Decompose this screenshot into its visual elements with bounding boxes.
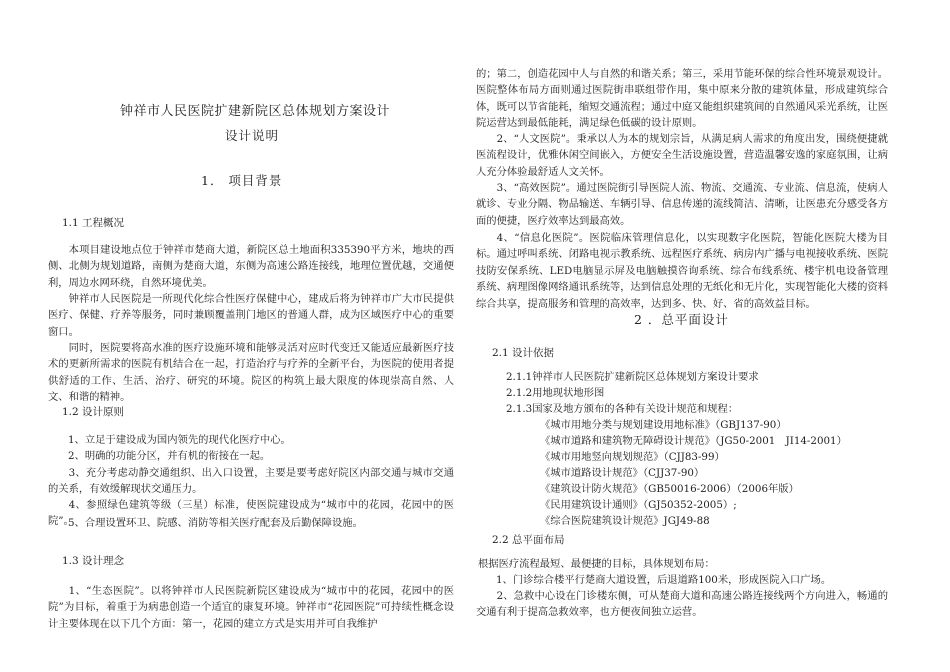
basis-item-3: 2.1.3国家及地方颁布的各种有关设计规范和规程： bbox=[506, 403, 739, 415]
standard-6: 《民用建筑设计通则》（GJ50352-2005）; bbox=[540, 499, 737, 511]
section-1-1-paragraph-2: 钟祥市人民医院是一所现代化综合性医疗保健中心，建成后将为钟祥市广大市民提供医疗、保健、疗养等服务，同时兼顾覆盖荆门地区的普通人群，成为区域医疗中心的重要窗口。 bbox=[48, 293, 454, 338]
document-subtitle: 设计说明 bbox=[225, 128, 280, 143]
standard-4: 《城市道路设计规范》（CJJ37-90） bbox=[540, 467, 705, 479]
standard-1: 《城市用地分类与规划建设用地标准》（GBJ137-90） bbox=[540, 419, 787, 431]
concept-paragraph-1-continued: 的；第二，创造花园中人与自然的和谐关系；第三，采用节能环保的综合性环境景观设计。医院整体布局方面则通过医院街串联组带作用，集中原来分散的建筑体量，形成建筑综合体，既可以节省能耗，缩短交通流程；通过中庭又能组织建筑间的自然通风采光系统，让医院运营达到最低能耗，满足绿色低碳的设计原则。 bbox=[476, 68, 888, 130]
layout-item-1: 1、门诊综合楼平行楚商大道设置，后退道路100米，形成医院入口广场。 bbox=[496, 574, 832, 586]
standard-5: 《建筑设计防火规范》（GB50016-2006）（2006年版） bbox=[540, 483, 799, 495]
layout-item-2: 2、急救中心设在门诊楼东侧，可从楚商大道和高速公路连接线两个方向进入，畅通的交通有利于提高急救效率，也方便夜间独立运营。 bbox=[476, 590, 888, 619]
document-title: 钟祥市人民医院扩建新院区总体规划方案设计 bbox=[120, 104, 391, 119]
principle-item-2: 2、明确的功能分区，并有机的衔接在一起。 bbox=[68, 450, 271, 462]
layout-intro: 根据医疗流程最短、最便捷的目标，具体规划布局： bbox=[478, 558, 715, 570]
section-1-3-heading: 1.3 设计理念 bbox=[62, 555, 125, 567]
concept-paragraph-2: 2、“人文医院”。秉承以人为本的规划宗旨，从满足病人需求的角度出发，围绕便捷就医流程设计，优雅休闲空间嵌入，方便安全生活设施设置，营造温馨安逸的家庭氛围，让病人充分体验最舒适人文关怀。 bbox=[476, 133, 888, 178]
standard-7: 《综合医院建筑设计规范》JGJ49-88 bbox=[540, 515, 710, 527]
section-1-1-heading: 1.1 工程概况 bbox=[62, 217, 125, 229]
basis-item-2: 2.1.2用地现状地形图 bbox=[506, 387, 605, 399]
principle-item-3: 3、充分考虑动静交通组织、出入口设置，主要是要考虑好院区内部交通与城市交通的关系，有效缓解现状交通压力。 bbox=[48, 467, 454, 496]
section-2-1-heading: 2.1 设计依据 bbox=[492, 347, 555, 359]
section-2-heading: 2 ．总平面设计 bbox=[634, 312, 729, 327]
section-1-heading: 1． 项目背景 bbox=[201, 173, 283, 188]
concept-paragraph-1: 1、“生态医院”。以将钟祥市人民医院新院区建设成为“城市中的花园，花园中的医院”为目标，着重于为病患创造一个适宜的康复环境。钟祥市“花园医院”可持续性概念设计主要体现在以下几个方面：第一，花园的建立方式是实用并可自我维护 bbox=[48, 585, 454, 630]
principle-item-4: 4、参照绿色建筑等级（三星）标准，使医院建设成为“城市中的花园，花园中的医院”。 bbox=[48, 499, 454, 528]
principle-item-1: 1、立足于建设成为国内领先的现代化医疗中心。 bbox=[68, 434, 291, 446]
standard-3: 《城市用地竖向规划规范》（CJJ83-99） bbox=[540, 451, 725, 463]
section-1-1-paragraph-3: 同时，医院要将高水准的医疗设施环境和能够灵活对应时代变迁又能适应最新医疗技术的更新所需求的医院有机结合在一起，打造治疗与疗养的全新平台，为医院的使用者提供舒适的工作、生活、治疗、研究的环境。院区的构筑上最大限度的体现崇高自然、人文、和谐的精神。 bbox=[48, 342, 454, 404]
basis-item-1: 2.1.1钟祥市人民医院扩建新院区总体规划方案设计要求 bbox=[506, 371, 759, 383]
section-2-2-heading: 2.2 总平面布局 bbox=[492, 534, 565, 546]
concept-paragraph-3: 3、“高效医院”。通过医院街引导医院人流、物流、交通流、专业流、信息流，使病人就诊、专业分隔、物品输送、车辆引导、信息传递的流线简洁、清晰，让医患充分感受各方面的便捷，医疗效率达到最高效。 bbox=[476, 182, 888, 227]
concept-paragraph-4: 4、“信息化医院”。医院临床管理信息化，以实现数字化医院，智能化医院大楼为目标。通过呼叫系统、闭路电视示教系统、远程医疗系统、病房内广播与电视接收系统、医院技防安保系统、LED电脑显示屏及电脑触摸咨询系统、综合布线系统、楼宇机电设备管理系统、病理图像网络通讯系统等，达到信息处理的无纸化和无片化，实现智能化大楼的资料综合共享，提高服务和管理的高效率，达到多、快、好、省的高效益目标。 bbox=[476, 232, 888, 310]
section-1-1-paragraph-1: 本项目建设地点位于钟祥市楚商大道，新院区总土地面积335390平方米，地块的西侧、北侧为规划道路，南侧为楚商大道，东侧为高速公路连接线，地理位置优越，交通便利，周边水网环绕，自然环境优美。 bbox=[48, 244, 454, 289]
section-1-2-heading: 1.2 设计原则 bbox=[62, 406, 125, 418]
standard-2: 《城市道路和建筑物无障碍设计规范》（JG50-2001 JI14-2001） bbox=[540, 435, 847, 447]
principle-item-5: 5、合理设置环卫、院感、消防等相关医疗配套及后勤保障设施。 bbox=[68, 517, 363, 529]
